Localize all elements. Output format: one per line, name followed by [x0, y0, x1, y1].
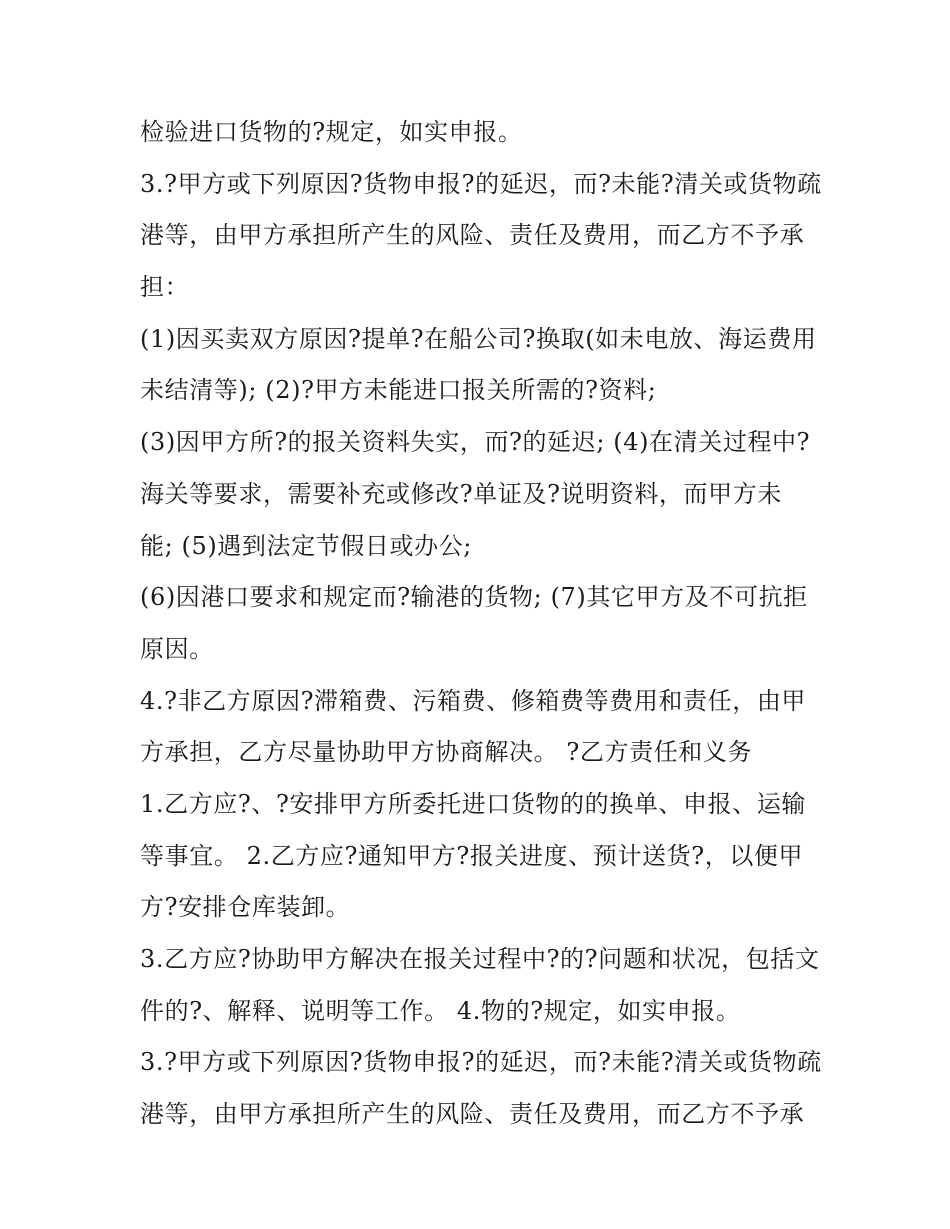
text-line: 1.乙方应?、?安排甲方所委托进口货物的的换单、申报、运输 [140, 789, 807, 818]
text-line: 方?安排仓库装卸。 [140, 893, 351, 922]
text-line: 海关等要求，需要补充或修改?单证及?说明资料，而甲方未 [140, 479, 782, 508]
text-line: 等事宜。 2.乙方应?通知甲方?报关进度、预计送货?，以便甲 [140, 841, 804, 870]
text-line: (3)因甲方所?的报关资料失实，而?的延迟; (4)在清关过程中? [140, 428, 811, 457]
text-line: 未结清等); (2)?甲方未能进口报关所需的?资料; [140, 376, 657, 405]
text-line: 担： [140, 273, 190, 302]
text-line: 能; (5)遇到法定节假日或办公; [140, 531, 472, 560]
text-line: 方承担，乙方尽量协助甲方协商解决。 ?乙方责任和义务 [140, 738, 753, 767]
text-line: 检验进口货物的?规定，如实申报。 [140, 118, 523, 146]
text-line: 3.乙方应?协助甲方解决在报关过程中?的?问题和状况，包括文 [140, 945, 820, 973]
text-line: 3.?甲方或下列原因?货物申报?的延迟，而?未能?清关或货物疏 [140, 1048, 822, 1077]
text-line: (6)因港口要求和规定而?输港的货物; (7)其它甲方及不可抗拒 [140, 583, 808, 612]
text-line: 件的?、解释、说明等工作。 4.物的?规定，如实申报。 [140, 996, 741, 1025]
text-line: 港等，由甲方承担所产生的风险、责任及费用，而乙方不予承 [140, 221, 805, 250]
text-line: 4.?非乙方原因?滞箱费、污箱费、修箱费等费用和责任，由甲 [140, 686, 807, 715]
document-body [140, 107, 830, 1141]
text-line: 原因。 [140, 634, 214, 663]
text-line: 港等，由甲方承担所产生的风险、责任及费用，而乙方不予承 [140, 1100, 805, 1129]
text-line: (1)因买卖双方原因?提单?在船公司?换取(如未电放、海运费用 [140, 324, 817, 353]
text-line: 3.?甲方或下列原因?货物申报?的延迟，而?未能?清关或货物疏 [140, 169, 822, 198]
